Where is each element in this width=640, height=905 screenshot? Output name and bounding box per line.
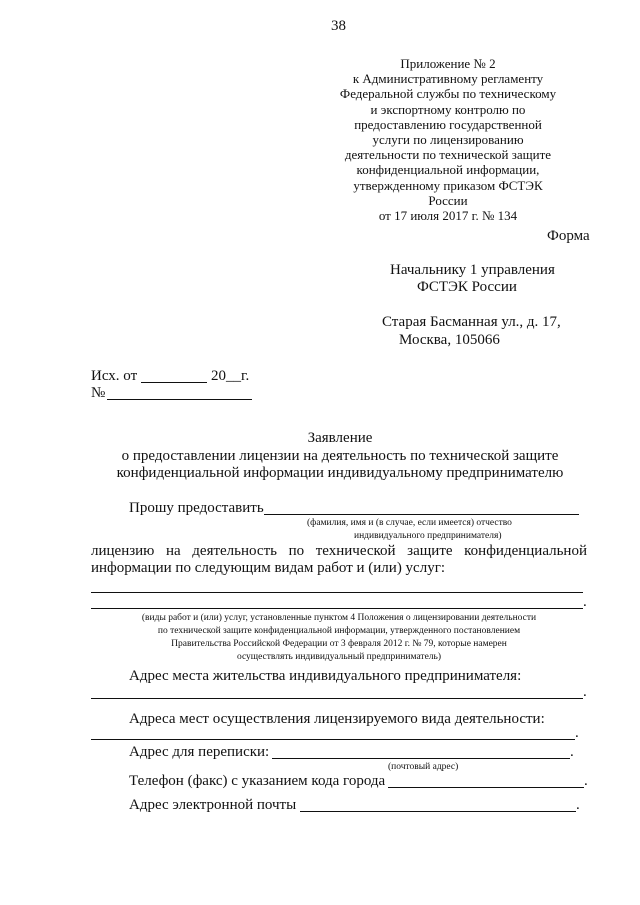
works-hint [91,612,587,664]
period: . [584,773,588,789]
period: . [583,684,587,700]
works-hint-line: по технической защите конфиденциальной информации, утвержденного постановлением [157,626,521,636]
period: . [570,744,574,760]
request-paragraph-line: информации по следующим видам работ и (или) услуг: [91,560,446,576]
mail-address-hint: (почтовый адрес) [388,762,459,772]
period: . [576,797,580,813]
form-label: Форма [547,228,590,244]
applicant-name-blank[interactable] [264,514,579,515]
appendix-line: от 17 июля 2017 г. № 134 [378,208,518,224]
appendix-line: и экспортному контролю по [370,101,526,117]
outgoing-year-label: 20__г. [211,368,250,384]
page-number: 38 [331,18,346,34]
outgoing-number-blank[interactable] [107,399,252,400]
addressee-line: Москва, 105066 [399,332,500,348]
title-line: конфиденциальной информации индивидуальному предпринимателю [116,465,564,481]
phone-label: Телефон (факс) с указанием кода города [129,773,386,789]
appendix-line: деятельности по технической защите [344,147,552,163]
works-hint-line: (виды работ и (или) услуг, установленные пунктом 4 Положения о лицензировании деятельности [141,613,537,623]
request-paragraph-line: лицензию на деятельность по технической защите конфиденциальной [91,543,587,559]
mail-address-blank[interactable] [272,758,570,759]
appendix-line: Федеральной службы по техническому [339,86,557,102]
appendix-line: конфиденциальной информации, [356,162,540,178]
addressee-line: Старая Басманная ул., д. 17, [382,314,561,330]
title-line: о предоставлении лицензии на деятельность по технической защите [121,448,559,464]
activity-address-label: Адреса мест осуществления лицензируемого вида деятельности: [129,711,545,727]
outgoing-label: Исх. от [91,368,138,384]
request-label: Прошу предоставить [129,500,264,516]
appendix-line: Приложение № 2 [400,56,496,71]
mail-address-label: Адрес для переписки: [129,744,270,760]
period: . [583,594,587,610]
outgoing-date-blank[interactable] [141,382,207,383]
appendix-line: утвержденному приказом ФСТЭК России [353,177,543,208]
applicant-name-hint: (фамилия, имя и (в случае, если имеется) отчество [307,518,512,528]
works-hint-line: осуществлять индивидуальный предприниматель) [236,652,442,662]
applicant-name-hint: индивидуального предпринимателя) [354,531,502,541]
residence-label: Адрес места жительства индивидуального предпринимателя: [129,668,522,684]
addressee-line: Начальнику 1 управления [390,262,555,278]
outgoing-number-label: № [91,385,106,401]
email-label: Адрес электронной почты [129,797,297,813]
appendix-line: предоставлению государственной [354,116,542,132]
addressee-line: ФСТЭК России [417,279,517,295]
works-blank[interactable] [91,592,583,593]
works-hint-line: Правительства Российской Федерации от 3 февраля 2012 г. № 79, которые намерен [171,639,507,649]
document-heading: Заявление [307,430,373,446]
phone-blank[interactable] [388,787,584,788]
activity-address-blank[interactable] [91,739,575,740]
appendix-line: услуги по лицензированию [372,132,524,148]
period: . [575,725,579,741]
residence-blank[interactable] [91,698,583,699]
appendix-block [336,56,560,223]
works-blank[interactable] [91,608,583,609]
appendix-line: к Административному регламенту [352,71,544,87]
email-blank[interactable] [300,811,576,812]
